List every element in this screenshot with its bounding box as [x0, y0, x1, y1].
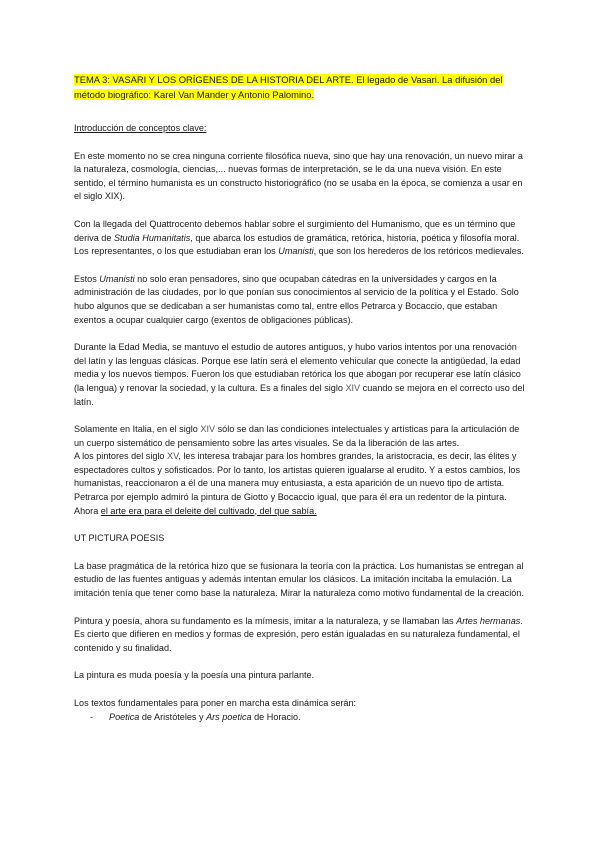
list-text-b: de Horacio.: [251, 711, 301, 722]
p5-text-a: Solamente en Italia, en el siglo: [74, 424, 201, 435]
intro-heading-text: Introducción de conceptos clave: [74, 123, 204, 133]
highlighted-title: TEMA 3: VASARI Y LOS ORÍGENES DE LA HISTORIA DEL ARTE. El legado de Vasari. La difusión del método biográfico: Karel Van Mander y Antonio Palomino.: [74, 74, 503, 100]
texts-list: [74, 711, 530, 725]
list-italic-1: Poetica: [109, 711, 140, 722]
paragraph-2: [74, 218, 530, 259]
paragraph-8: [74, 615, 530, 656]
ut-pictura-heading: UT PICTURA POESIS: [74, 533, 165, 544]
paragraph-7: La base pragmática de la retórica hizo que se fusionara la teoría con la práctica. Los humanistas se entregan al estudio de las fuentes antiguas y además intentan emular los clásicos. La imitación incitaba la emulación. La imitación tenía que tener como base la naturaleza. Mirar la naturaleza como motivo fundamental de la creación.: [74, 560, 524, 599]
p3-text-a: Estos: [74, 273, 100, 284]
p2-italic-2: Umanisti: [278, 246, 314, 257]
p5-text-b: sólo se dan las condiciones intelectuales y artísticas para la articulación de un cuerpo sistemático de pensamiento sobre las artes visuales. Se da la liberación de las artes.: [74, 424, 520, 448]
p6-roman-numeral: XV: [167, 451, 179, 462]
list-item: [74, 711, 530, 725]
paragraph-9: La pintura es muda poesía y la poesía una pintura parlante.: [74, 670, 315, 681]
p2-text-c: , que son los herederos de los retóricos medievales.: [313, 246, 524, 257]
p3-text-b: no solo eran pensadores, sino que ocupaban cátedras en la universidades y cargos en la administración de las ciudades, por lo que ponían sus conocimientos al servicio de la política y el Estado. Solo hubo algunos que se dedicaban a ser humanistas como tal, entre ellos Petrarca y Bocaccio, que estaban exentos a ocupar cualquier cargo (exentos de obligaciones públicas).: [74, 273, 519, 325]
p2-italic-1: Studia Humanitatis: [113, 232, 191, 243]
p4-text-a: Durante la Edad Media, se mantuvo el estudio de autores antiguos, y hubo varios intentos por una renovación del latín y las lenguas clásicas. Porque ese latín será el elemento vehicular que conecte la antigüedad, la edad media y los nuevos tiempos. Fueron los que estudiaban retórica los que abogan por recuperar ese latín clásico (la lengua) y renovar la sociedad, y la cultura. Es a finales del siglo: [74, 342, 521, 393]
document-body: [74, 72, 530, 724]
intro-heading-colon: :: [203, 123, 207, 133]
p4-text-b: cuando se mejora en el correcto uso del latín.: [74, 382, 525, 407]
dash-bullet: -: [90, 711, 94, 722]
p2-text-b: , que abarca los estudios de gramática, retórica, historia, poética y filosofía moral. Los representantes, o los que estudiaban eran los: [74, 232, 520, 257]
p3-italic-1: Umanisti: [99, 273, 135, 284]
p8-text-b: . Es cierto que difieren en medios y formas de expresión, pero están igualadas en su naturaleza fundamental, el contenido y su finalidad.: [74, 615, 523, 653]
paragraph-1: En este momento no se crea ninguna corriente filosófica nueva, sino que hay una renovación, un nuevo mirar a la naturaleza, cosmología, ciencias,... nuevas formas de interpretación, se le da una nueva visión. En este sentido, el término humanista es un constructo historiográfico (no se usaba en la época, se comienza a usar en el siglo XIX).: [74, 150, 523, 202]
paragraph-5: [74, 423, 530, 450]
p4-roman-numeral: XIV: [345, 382, 361, 393]
p8-text-a: Pintura y poesía, ahora su fundamento es la mímesis, imitar a la naturaleza, y se llamaban las: [74, 615, 457, 626]
page-title: [74, 72, 530, 102]
list-italic-2: Ars poetica: [206, 711, 252, 722]
paragraph-10: Los textos fundamentales para poner en marcha esta dinámica serán:: [74, 698, 357, 708]
paragraph-3: [74, 273, 530, 327]
p6-text-a: A los pintores del siglo: [74, 451, 168, 462]
paragraph-4: [74, 341, 530, 409]
p6-text-b: , les interesa trabajar para los hombres grandes, la aristocracia, es decir, las élites y espectadores cultos y sofisticados. Por lo tanto, los artistas quieren igualarse al erudito. Y a estos cambios, los humanistas, reaccionaron a él de una manera muy entusiasta, a esta aparición de un nuevo tipo de artista. Petrarca por ejemplo admiró la pintura de Giotto y Bocaccio igual, que para él era un redentor de la pintura. Ahora: [74, 451, 520, 516]
p2-text-a: Con la llegada del Quattrocento debemos hablar sobre el surgimiento del Humanismo, que es un término que deriva de: [74, 218, 516, 243]
paragraph-6: [74, 450, 530, 518]
intro-heading: [74, 122, 530, 136]
p6-underlined: el arte era para el deleite del cultivado, del que sabía.: [100, 505, 317, 516]
p5-roman-numeral: XIV: [200, 424, 216, 435]
p8-italic-1: Artes hermanas: [456, 615, 521, 626]
list-text-a: de Aristóteles y: [139, 711, 207, 722]
